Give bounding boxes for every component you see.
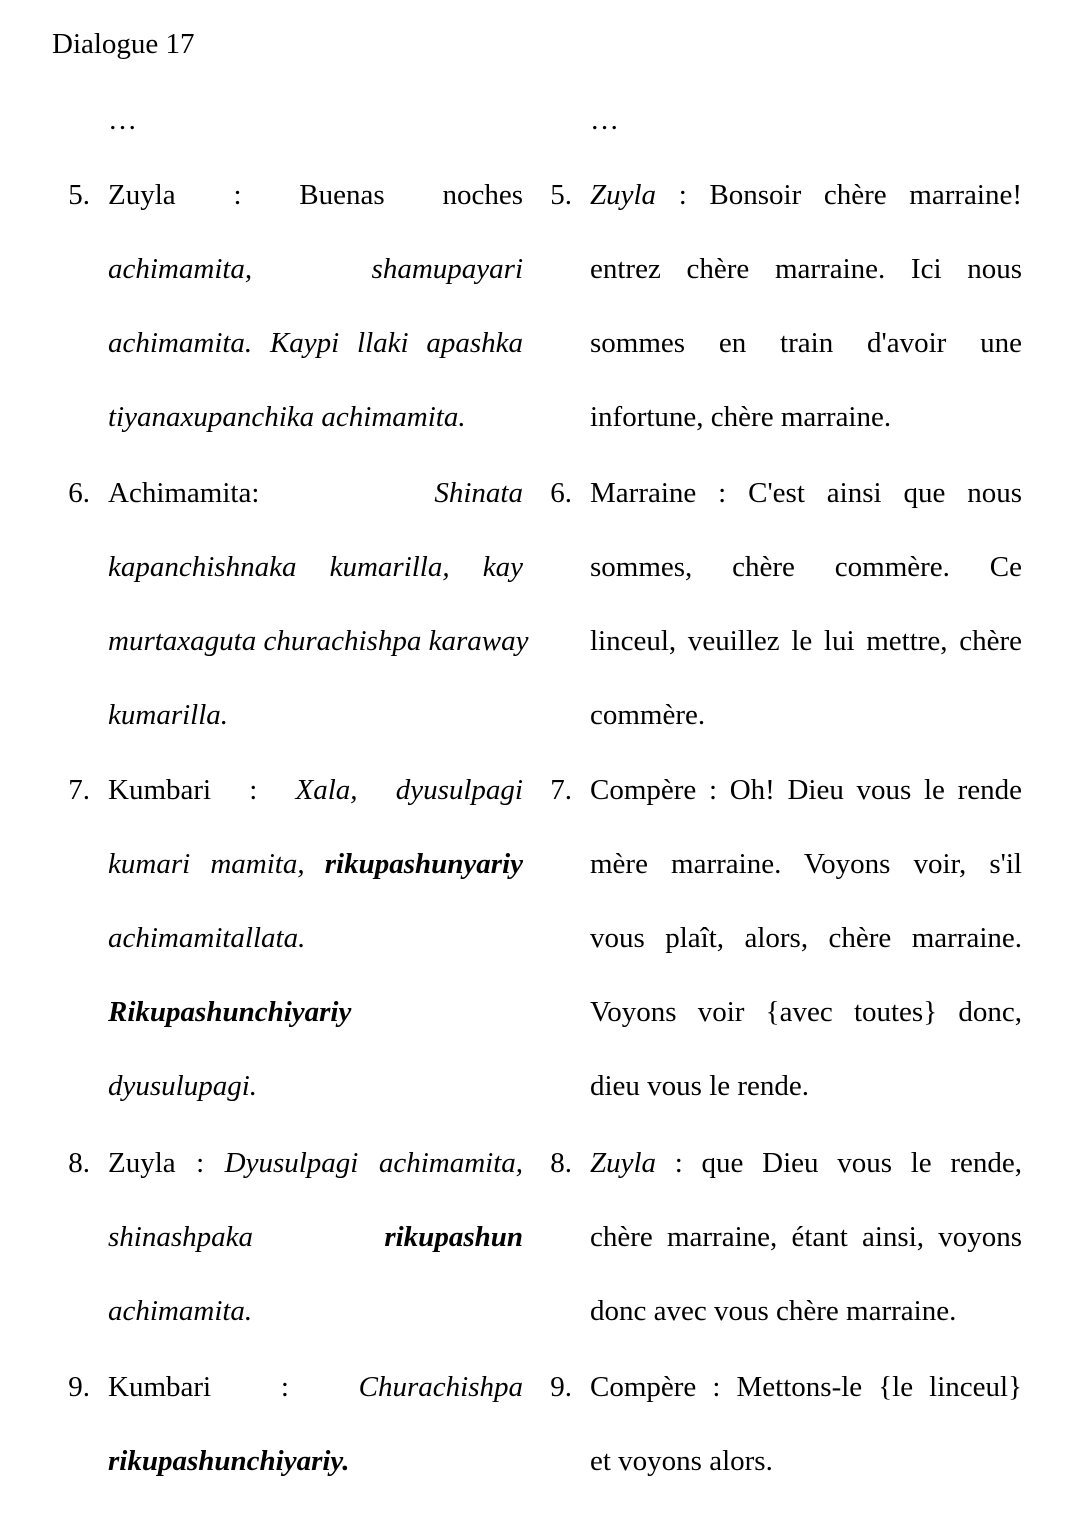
french-text-line [590, 695, 1022, 735]
text-segment: achimamita. [108, 1295, 253, 1327]
text-segment: achimamitallata. [108, 922, 306, 954]
text-segment: chère marraine, étant ainsi, voyons [590, 1221, 1022, 1253]
french-text-line [590, 323, 1022, 363]
french-text-line [590, 1291, 1022, 1331]
text-segment: Shinata [434, 477, 523, 509]
text-segment: Zuyla : Buenas noches [108, 179, 523, 211]
text-segment: donc avec vous chère marraine. [590, 1295, 957, 1327]
french-text-line [590, 1441, 1022, 1481]
french-text-line [590, 473, 1022, 513]
entry-number-right: 5. [550, 179, 572, 211]
text-segment: infortune, chère marraine. [590, 401, 892, 433]
text-segment: sommes, chère commère. Ce [590, 551, 1022, 583]
entry-number-left: 6. [68, 477, 90, 509]
text-segment: Achimamita: [108, 477, 435, 509]
text-segment: kumari mamita, [108, 848, 325, 880]
text-segment: rikupashunyariy [324, 848, 523, 880]
french-text-line [590, 175, 1022, 215]
quechua-text-line [108, 695, 523, 735]
quechua-text-line [108, 323, 523, 363]
text-segment: Compère : Mettons-le {le linceul} [590, 1371, 1022, 1403]
text-segment: mère marraine. Voyons voir, s'il [590, 848, 1022, 880]
ellipsis-left: … [108, 104, 137, 136]
text-segment: murtaxaguta churachishpa karaway [108, 625, 529, 657]
quechua-text-line [108, 249, 523, 289]
text-segment: Marraine : C'est ainsi que nous [590, 477, 1022, 509]
page-title: Dialogue 17 [52, 28, 195, 60]
text-segment: rikupashun [384, 1221, 523, 1253]
quechua-text-line [108, 473, 523, 513]
text-segment: Xala, dyusulpagi [295, 774, 523, 806]
quechua-text-line [108, 1291, 523, 1331]
text-segment: et voyons alors. [590, 1445, 773, 1477]
text-segment: Kumbari : [108, 1371, 359, 1403]
quechua-text-line [108, 1367, 523, 1407]
french-text-line [590, 547, 1022, 587]
quechua-text-line [108, 992, 523, 1032]
text-segment: linceul, veuillez le lui mettre, chère [590, 625, 1022, 657]
text-segment: Compère : Oh! Dieu vous le rende [590, 774, 1022, 806]
text-segment: sommes en train d'avoir une [590, 327, 1022, 359]
text-segment: Rikupashunchiyariy [108, 996, 352, 1028]
entry-number-right: 6. [550, 477, 572, 509]
entry-number-right: 8. [550, 1147, 572, 1179]
quechua-text-line [108, 397, 523, 437]
entry-number-right: 7. [550, 774, 572, 806]
french-text-line [590, 770, 1022, 810]
entry-number-left: 7. [68, 774, 90, 806]
french-text-line [590, 1217, 1022, 1257]
text-segment: shinashpaka [108, 1221, 385, 1253]
quechua-text-line [108, 1217, 523, 1257]
text-segment: : que Dieu vous le rende, [656, 1147, 1022, 1179]
text-segment: kapanchishnaka kumarilla, kay [108, 551, 523, 583]
entry-number-left: 5. [68, 179, 90, 211]
french-text-line [590, 918, 1022, 958]
quechua-text-line [108, 547, 523, 587]
text-segment: entrez chère marraine. Ici nous [590, 253, 1022, 285]
quechua-text-line [108, 1441, 523, 1481]
quechua-text-line [108, 175, 523, 215]
text-segment: Zuyla [590, 1147, 657, 1179]
french-text-line [590, 397, 1022, 437]
quechua-text-line [108, 1143, 523, 1183]
text-segment: kumarilla. [108, 699, 229, 731]
text-segment: achimamita. Kaypi llaki apashka [108, 327, 523, 359]
text-segment: Dyusulpagi achimamita, [224, 1147, 523, 1179]
text-segment: Zuyla : [108, 1147, 225, 1179]
text-segment: rikupashunchiyariy. [108, 1445, 350, 1477]
text-segment: achimamita, shamupayari [108, 253, 523, 285]
text-segment: : Bonsoir chère marraine! [656, 179, 1022, 211]
text-segment: commère. [590, 699, 706, 731]
french-text-line [590, 249, 1022, 289]
quechua-text-line [108, 770, 523, 810]
text-segment: Churachishpa [358, 1371, 523, 1403]
french-text-line [590, 992, 1022, 1032]
french-text-line [590, 844, 1022, 884]
french-text-line [590, 1367, 1022, 1407]
text-segment: Voyons voir {avec toutes} donc, [590, 996, 1022, 1028]
ellipsis-right: … [590, 104, 619, 136]
text-segment: Zuyla [590, 179, 657, 211]
text-segment: vous plaît, alors, chère marraine. [590, 922, 1022, 954]
quechua-text-line [108, 844, 523, 884]
quechua-text-line [108, 1066, 523, 1106]
french-text-line [590, 621, 1022, 661]
text-segment: dieu vous le rende. [590, 1070, 810, 1102]
entry-number-left: 8. [68, 1147, 90, 1179]
text-segment: dyusulupagi. [108, 1070, 258, 1102]
french-text-line [590, 1143, 1022, 1183]
text-segment: Kumbari : [108, 774, 296, 806]
quechua-text-line [108, 621, 529, 661]
text-segment: tiyanaxupanchika achimamita. [108, 401, 466, 433]
quechua-text-line [108, 918, 523, 958]
entry-number-right: 9. [550, 1371, 572, 1403]
french-text-line [590, 1066, 1022, 1106]
entry-number-left: 9. [68, 1371, 90, 1403]
